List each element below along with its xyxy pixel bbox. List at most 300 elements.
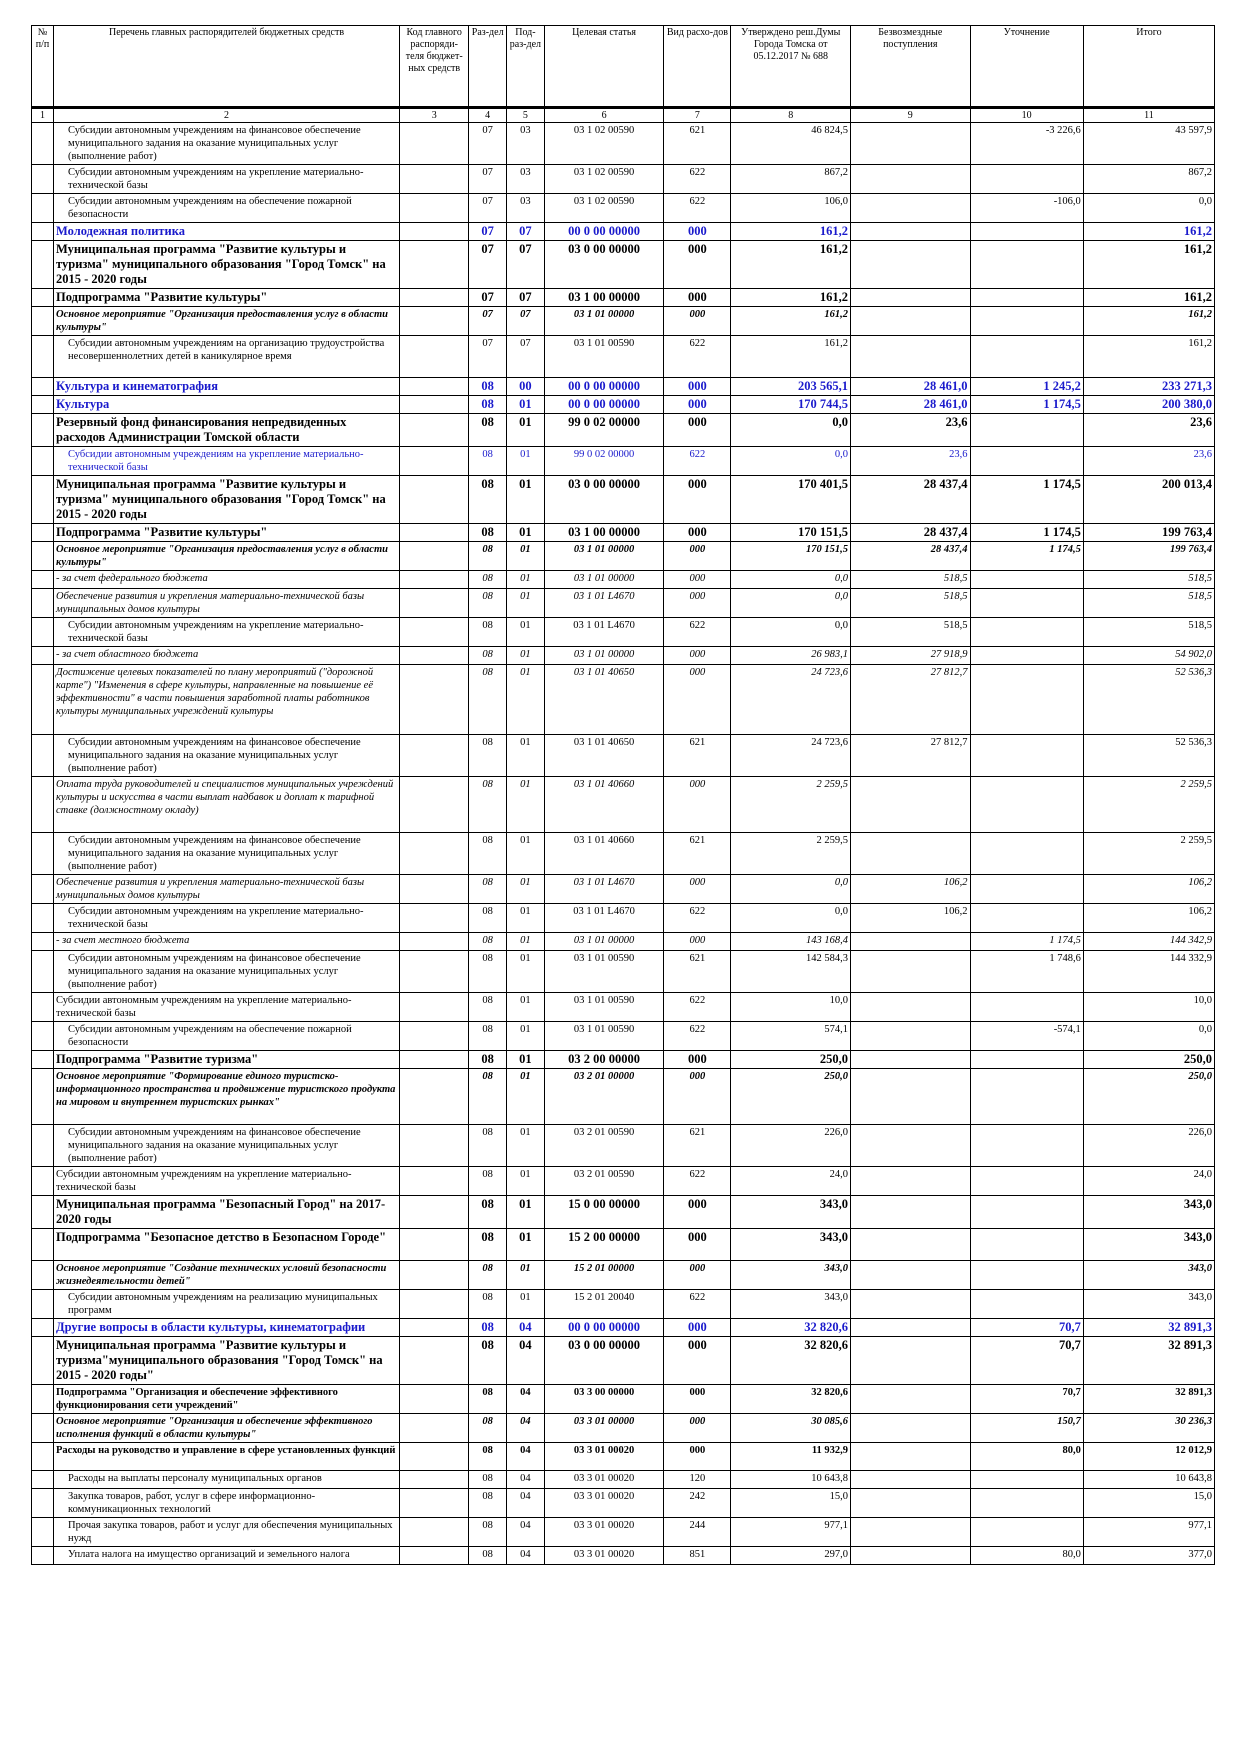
row-approved: 2 259,5 xyxy=(731,777,851,833)
row-grants xyxy=(851,1290,971,1319)
row-podrazdel: 01 xyxy=(507,1069,545,1125)
row-razdel: 08 xyxy=(469,1229,507,1261)
col-number: 3 xyxy=(400,108,469,123)
row-name: Субсидии автономным учреждениям на реализацию муниципальных программ xyxy=(54,1290,400,1319)
row-podrazdel: 07 xyxy=(507,307,545,336)
row-podrazdel: 01 xyxy=(507,647,545,665)
row-vid: 622 xyxy=(664,904,731,933)
row-podrazdel: 01 xyxy=(507,524,545,542)
row-num-cell xyxy=(32,951,54,993)
row-adjust: -574,1 xyxy=(970,1022,1083,1051)
row-code-cell xyxy=(400,1125,469,1167)
row-podrazdel: 01 xyxy=(507,1290,545,1319)
row-code-cell xyxy=(400,589,469,618)
row-vid: 622 xyxy=(664,993,731,1022)
row-approved: 297,0 xyxy=(731,1547,851,1565)
row-name: Расходы на руководство и управление в сфере установленных функций xyxy=(54,1443,400,1471)
row-target: 03 1 01 00000 xyxy=(544,571,664,589)
row-code-cell xyxy=(400,875,469,904)
row-total: 2 259,5 xyxy=(1083,833,1214,875)
row-podrazdel: 07 xyxy=(507,336,545,378)
row-vid: 244 xyxy=(664,1518,731,1547)
row-code-cell xyxy=(400,904,469,933)
row-total: 144 332,9 xyxy=(1083,951,1214,993)
row-adjust: 70,7 xyxy=(970,1319,1083,1337)
row-razdel: 08 xyxy=(469,1414,507,1443)
row-total: 343,0 xyxy=(1083,1229,1214,1261)
row-target: 00 0 00 00000 xyxy=(544,223,664,241)
row-code-cell xyxy=(400,194,469,223)
row-name: Субсидии автономным учреждениям на финансовое обеспечение муниципального задания на оказание муниципальных услуг (выполнение работ) xyxy=(54,833,400,875)
row-target: 03 2 00 00000 xyxy=(544,1051,664,1069)
table-row xyxy=(32,123,1215,165)
budget-table-wrapper xyxy=(31,25,1215,1565)
row-adjust xyxy=(970,1051,1083,1069)
row-target: 03 1 01 00590 xyxy=(544,336,664,378)
row-vid: 000 xyxy=(664,396,731,414)
table-row xyxy=(32,951,1215,993)
table-row xyxy=(32,1167,1215,1196)
row-approved: 170 151,5 xyxy=(731,524,851,542)
row-total: 343,0 xyxy=(1083,1261,1214,1290)
row-num-cell xyxy=(32,1385,54,1414)
row-approved: 867,2 xyxy=(731,165,851,194)
row-name: Обеспечение развития и укрепления материально-технической базы муниципальных домов культуры xyxy=(54,589,400,618)
row-name: Субсидии автономным учреждениям на финансовое обеспечение муниципального задания на оказание муниципальных услуг (выполнение работ) xyxy=(54,951,400,993)
row-name: Субсидии автономным учреждениям на укрепление материально-технической базы xyxy=(54,904,400,933)
table-row xyxy=(32,476,1215,524)
row-total: 250,0 xyxy=(1083,1051,1214,1069)
row-target: 03 0 00 00000 xyxy=(544,241,664,289)
row-num-cell xyxy=(32,833,54,875)
row-code-cell xyxy=(400,396,469,414)
row-target: 03 1 01 00590 xyxy=(544,951,664,993)
row-grants xyxy=(851,1069,971,1125)
col-number: 11 xyxy=(1083,108,1214,123)
row-vid: 621 xyxy=(664,735,731,777)
row-approved: 250,0 xyxy=(731,1069,851,1125)
row-total: 161,2 xyxy=(1083,241,1214,289)
row-total: 106,2 xyxy=(1083,875,1214,904)
row-grants xyxy=(851,833,971,875)
row-adjust: 1 174,5 xyxy=(970,542,1083,571)
row-vid: 622 xyxy=(664,194,731,223)
row-grants xyxy=(851,1337,971,1385)
row-podrazdel: 01 xyxy=(507,1022,545,1051)
row-name: Муниципальная программа "Развитие культуры и туризма" муниципального образования "Город Томск" на 2015 - 2020 годы xyxy=(54,476,400,524)
row-approved: 143 168,4 xyxy=(731,933,851,951)
row-razdel: 08 xyxy=(469,933,507,951)
row-code-cell xyxy=(400,1261,469,1290)
row-grants xyxy=(851,777,971,833)
row-num-cell xyxy=(32,1471,54,1489)
row-num-cell xyxy=(32,1547,54,1565)
row-razdel: 08 xyxy=(469,1518,507,1547)
row-podrazdel: 01 xyxy=(507,1167,545,1196)
row-num-cell xyxy=(32,1261,54,1290)
row-name: Основное мероприятие "Организация предоставления услуг в области культуры" xyxy=(54,542,400,571)
row-podrazdel: 01 xyxy=(507,589,545,618)
row-target: 99 0 02 00000 xyxy=(544,447,664,476)
row-total: 161,2 xyxy=(1083,307,1214,336)
table-row xyxy=(32,1051,1215,1069)
row-code-cell xyxy=(400,618,469,647)
row-name: Муниципальная программа "Развитие культуры и туризма" муниципального образования "Город Томск" на 2015 - 2020 годы xyxy=(54,241,400,289)
row-target: 03 3 01 00020 xyxy=(544,1489,664,1518)
row-code-cell xyxy=(400,378,469,396)
table-row xyxy=(32,647,1215,665)
row-podrazdel: 03 xyxy=(507,194,545,223)
row-razdel: 08 xyxy=(469,542,507,571)
row-num-cell xyxy=(32,1196,54,1229)
row-grants: 28 437,4 xyxy=(851,476,971,524)
row-approved: 161,2 xyxy=(731,241,851,289)
row-adjust xyxy=(970,165,1083,194)
row-target: 03 3 01 00020 xyxy=(544,1518,664,1547)
row-approved: 161,2 xyxy=(731,289,851,307)
row-target: 03 1 01 40660 xyxy=(544,777,664,833)
row-approved: 0,0 xyxy=(731,414,851,447)
row-num-cell xyxy=(32,194,54,223)
row-code-cell xyxy=(400,307,469,336)
row-grants xyxy=(851,1319,971,1337)
row-code-cell xyxy=(400,1196,469,1229)
row-podrazdel: 04 xyxy=(507,1489,545,1518)
row-approved: 0,0 xyxy=(731,589,851,618)
col-header-podrazdel: Под-раз-дел xyxy=(507,26,545,108)
row-razdel: 08 xyxy=(469,993,507,1022)
budget-table xyxy=(31,25,1215,1565)
row-name: Культура xyxy=(54,396,400,414)
row-grants: 28 461,0 xyxy=(851,378,971,396)
row-podrazdel: 01 xyxy=(507,1261,545,1290)
row-code-cell xyxy=(400,447,469,476)
row-num-cell xyxy=(32,336,54,378)
table-row xyxy=(32,1385,1215,1414)
row-approved: 343,0 xyxy=(731,1196,851,1229)
row-podrazdel: 01 xyxy=(507,396,545,414)
row-name: Субсидии автономным учреждениям на укрепление материально-технической базы xyxy=(54,165,400,194)
row-vid: 621 xyxy=(664,123,731,165)
row-approved: 343,0 xyxy=(731,1261,851,1290)
col-number: 1 xyxy=(32,108,54,123)
row-code-cell xyxy=(400,735,469,777)
row-razdel: 07 xyxy=(469,336,507,378)
col-header-target: Целевая статья xyxy=(544,26,664,108)
table-row xyxy=(32,1022,1215,1051)
row-adjust xyxy=(970,647,1083,665)
row-podrazdel: 04 xyxy=(507,1518,545,1547)
row-total: 23,6 xyxy=(1083,414,1214,447)
row-code-cell xyxy=(400,951,469,993)
row-approved: 0,0 xyxy=(731,904,851,933)
row-code-cell xyxy=(400,1518,469,1547)
table-row xyxy=(32,1337,1215,1385)
row-num-cell xyxy=(32,1319,54,1337)
table-row xyxy=(32,336,1215,378)
col-header-razdel: Раз-дел xyxy=(469,26,507,108)
row-razdel: 08 xyxy=(469,647,507,665)
row-grants: 23,6 xyxy=(851,414,971,447)
row-target: 03 2 01 00000 xyxy=(544,1069,664,1125)
row-approved: 170 744,5 xyxy=(731,396,851,414)
row-num-cell xyxy=(32,165,54,194)
row-total: 161,2 xyxy=(1083,289,1214,307)
row-adjust xyxy=(970,1069,1083,1125)
row-adjust xyxy=(970,904,1083,933)
table-row xyxy=(32,1471,1215,1489)
row-code-cell xyxy=(400,833,469,875)
table-row xyxy=(32,307,1215,336)
row-adjust xyxy=(970,1167,1083,1196)
row-grants xyxy=(851,933,971,951)
row-razdel: 08 xyxy=(469,414,507,447)
row-podrazdel: 04 xyxy=(507,1385,545,1414)
row-adjust xyxy=(970,447,1083,476)
table-row xyxy=(32,165,1215,194)
row-num-cell xyxy=(32,1518,54,1547)
row-podrazdel: 01 xyxy=(507,665,545,735)
row-code-cell xyxy=(400,665,469,735)
row-razdel: 08 xyxy=(469,1319,507,1337)
row-target: 99 0 02 00000 xyxy=(544,414,664,447)
row-name: Субсидии автономным учреждениям на обеспечение пожарной безопасности xyxy=(54,194,400,223)
col-header-grants: Безвозмездные поступления xyxy=(851,26,971,108)
row-target: 03 1 02 00590 xyxy=(544,194,664,223)
row-target: 03 1 01 L4670 xyxy=(544,589,664,618)
row-code-cell xyxy=(400,414,469,447)
row-num-cell xyxy=(32,307,54,336)
row-code-cell xyxy=(400,542,469,571)
col-number: 6 xyxy=(544,108,664,123)
row-num-cell xyxy=(32,1414,54,1443)
row-target: 03 1 01 L4670 xyxy=(544,875,664,904)
row-grants xyxy=(851,1385,971,1414)
row-name: Закупка товаров, работ, услуг в сфере информационно-коммуникационных технологий xyxy=(54,1489,400,1518)
row-razdel: 08 xyxy=(469,618,507,647)
row-approved: 106,0 xyxy=(731,194,851,223)
row-grants: 23,6 xyxy=(851,447,971,476)
row-num-cell xyxy=(32,1022,54,1051)
row-target: 03 1 01 L4670 xyxy=(544,904,664,933)
row-grants xyxy=(851,223,971,241)
col-number: 7 xyxy=(664,108,731,123)
row-vid: 000 xyxy=(664,289,731,307)
row-vid: 621 xyxy=(664,1125,731,1167)
row-name: Уплата налога на имущество организаций и земельного налога xyxy=(54,1547,400,1565)
col-number: 2 xyxy=(54,108,400,123)
row-razdel: 07 xyxy=(469,289,507,307)
row-name: Основное мероприятие "Формирование единого туристско-информационного пространства и продвижение туристского продукта на мировом и внутреннем туристских рынках" xyxy=(54,1069,400,1125)
row-total: 54 902,0 xyxy=(1083,647,1214,665)
table-row xyxy=(32,571,1215,589)
row-vid: 000 xyxy=(664,1414,731,1443)
table-row xyxy=(32,735,1215,777)
row-grants xyxy=(851,951,971,993)
row-razdel: 08 xyxy=(469,904,507,933)
row-grants xyxy=(851,1547,971,1565)
row-code-cell xyxy=(400,1051,469,1069)
row-target: 15 2 01 20040 xyxy=(544,1290,664,1319)
row-podrazdel: 07 xyxy=(507,223,545,241)
row-vid: 242 xyxy=(664,1489,731,1518)
row-vid: 000 xyxy=(664,1261,731,1290)
row-num-cell xyxy=(32,396,54,414)
row-podrazdel: 04 xyxy=(507,1471,545,1489)
row-grants xyxy=(851,336,971,378)
row-code-cell xyxy=(400,1414,469,1443)
row-adjust: 80,0 xyxy=(970,1443,1083,1471)
row-podrazdel: 01 xyxy=(507,1229,545,1261)
row-code-cell xyxy=(400,241,469,289)
row-adjust: 1 245,2 xyxy=(970,378,1083,396)
row-num-cell xyxy=(32,524,54,542)
row-approved: 977,1 xyxy=(731,1518,851,1547)
row-approved: 0,0 xyxy=(731,571,851,589)
row-code-cell xyxy=(400,647,469,665)
row-approved: 24,0 xyxy=(731,1167,851,1196)
col-header-name: Перечень главных распорядителей бюджетных средств xyxy=(54,26,400,108)
row-razdel: 08 xyxy=(469,875,507,904)
row-podrazdel: 03 xyxy=(507,165,545,194)
col-number: 9 xyxy=(851,108,971,123)
row-vid: 000 xyxy=(664,524,731,542)
row-approved: 26 983,1 xyxy=(731,647,851,665)
row-approved: 11 932,9 xyxy=(731,1443,851,1471)
row-total: 0,0 xyxy=(1083,1022,1214,1051)
row-code-cell xyxy=(400,993,469,1022)
table-row xyxy=(32,1196,1215,1229)
row-target: 03 1 01 L4670 xyxy=(544,618,664,647)
row-name: Другие вопросы в области культуры, кинематографии xyxy=(54,1319,400,1337)
row-podrazdel: 01 xyxy=(507,904,545,933)
row-code-cell xyxy=(400,524,469,542)
col-header-adjust: Уточнение xyxy=(970,26,1083,108)
row-code-cell xyxy=(400,165,469,194)
row-total: 161,2 xyxy=(1083,223,1214,241)
row-total: 199 763,4 xyxy=(1083,542,1214,571)
row-target: 03 3 00 00000 xyxy=(544,1385,664,1414)
row-vid: 851 xyxy=(664,1547,731,1565)
row-num-cell xyxy=(32,476,54,524)
row-num-cell xyxy=(32,904,54,933)
row-adjust: -106,0 xyxy=(970,194,1083,223)
row-name: Подпрограмма "Развитие культуры" xyxy=(54,289,400,307)
row-vid: 000 xyxy=(664,647,731,665)
row-total: 0,0 xyxy=(1083,194,1214,223)
row-name: Основное мероприятие "Создание технических условий безопасности жизнедеятельности детей" xyxy=(54,1261,400,1290)
row-target: 03 1 01 40660 xyxy=(544,833,664,875)
row-adjust xyxy=(970,1489,1083,1518)
row-target: 03 1 00 00000 xyxy=(544,289,664,307)
row-grants xyxy=(851,194,971,223)
row-name: - за счет федерального бюджета xyxy=(54,571,400,589)
row-total: 12 012,9 xyxy=(1083,1443,1214,1471)
row-code-cell xyxy=(400,777,469,833)
row-approved: 170 151,5 xyxy=(731,542,851,571)
row-total: 977,1 xyxy=(1083,1518,1214,1547)
row-adjust xyxy=(970,1471,1083,1489)
table-row xyxy=(32,777,1215,833)
row-razdel: 08 xyxy=(469,1547,507,1565)
row-total: 32 891,3 xyxy=(1083,1337,1214,1385)
row-name: Субсидии автономным учреждениям на укрепление материально-технической базы xyxy=(54,618,400,647)
row-razdel: 08 xyxy=(469,1069,507,1125)
row-target: 03 1 02 00590 xyxy=(544,165,664,194)
col-header-total: Итого xyxy=(1083,26,1214,108)
row-name: Достижение целевых показателей по плану мероприятий ("дорожной карте") "Изменения в сфере культуры, направленные на повышение её эффективности" в части повышения заработной платы работников культуры муниципальных учреждений культуры xyxy=(54,665,400,735)
row-vid: 000 xyxy=(664,1337,731,1385)
row-vid: 000 xyxy=(664,476,731,524)
row-adjust: -3 226,6 xyxy=(970,123,1083,165)
row-razdel: 08 xyxy=(469,1337,507,1385)
row-razdel: 08 xyxy=(469,447,507,476)
row-name: Молодежная политика xyxy=(54,223,400,241)
row-podrazdel: 00 xyxy=(507,378,545,396)
row-vid: 622 xyxy=(664,618,731,647)
row-grants xyxy=(851,241,971,289)
row-razdel: 08 xyxy=(469,476,507,524)
row-grants xyxy=(851,165,971,194)
row-adjust: 70,7 xyxy=(970,1385,1083,1414)
row-total: 200 380,0 xyxy=(1083,396,1214,414)
row-podrazdel: 01 xyxy=(507,933,545,951)
row-name: Подпрограмма "Безопасное детство в Безопасном Городе" xyxy=(54,1229,400,1261)
row-num-cell xyxy=(32,1051,54,1069)
row-total: 43 597,9 xyxy=(1083,123,1214,165)
row-grants xyxy=(851,993,971,1022)
row-razdel: 08 xyxy=(469,1290,507,1319)
row-razdel: 08 xyxy=(469,951,507,993)
row-name: Подпрограмма "Организация и обеспечение эффективного функционирования сети учреждений" xyxy=(54,1385,400,1414)
row-adjust xyxy=(970,833,1083,875)
table-row xyxy=(32,524,1215,542)
row-razdel: 08 xyxy=(469,524,507,542)
row-target: 03 1 01 40650 xyxy=(544,735,664,777)
row-grants: 518,5 xyxy=(851,589,971,618)
row-razdel: 07 xyxy=(469,165,507,194)
row-name: Прочая закупка товаров, работ и услуг для обеспечения муниципальных нужд xyxy=(54,1518,400,1547)
row-num-cell xyxy=(32,223,54,241)
row-num-cell xyxy=(32,378,54,396)
row-name: Культура и кинематография xyxy=(54,378,400,396)
row-vid: 000 xyxy=(664,241,731,289)
row-adjust xyxy=(970,735,1083,777)
row-vid: 000 xyxy=(664,777,731,833)
table-row xyxy=(32,378,1215,396)
row-podrazdel: 07 xyxy=(507,241,545,289)
row-razdel: 07 xyxy=(469,223,507,241)
row-name: Субсидии автономным учреждениям на организацию трудоустройства несовершеннолетних детей в каникулярное время xyxy=(54,336,400,378)
row-total: 52 536,3 xyxy=(1083,665,1214,735)
row-adjust xyxy=(970,1125,1083,1167)
row-target: 03 1 01 00590 xyxy=(544,1022,664,1051)
row-approved: 32 820,6 xyxy=(731,1319,851,1337)
row-num-cell xyxy=(32,875,54,904)
row-adjust xyxy=(970,665,1083,735)
row-podrazdel: 01 xyxy=(507,1196,545,1229)
table-row xyxy=(32,904,1215,933)
row-adjust xyxy=(970,1261,1083,1290)
row-approved: 343,0 xyxy=(731,1290,851,1319)
row-code-cell xyxy=(400,1319,469,1337)
row-grants: 28 461,0 xyxy=(851,396,971,414)
row-razdel: 08 xyxy=(469,1385,507,1414)
row-grants xyxy=(851,289,971,307)
row-vid: 000 xyxy=(664,1443,731,1471)
row-code-cell xyxy=(400,1337,469,1385)
table-row xyxy=(32,1125,1215,1167)
